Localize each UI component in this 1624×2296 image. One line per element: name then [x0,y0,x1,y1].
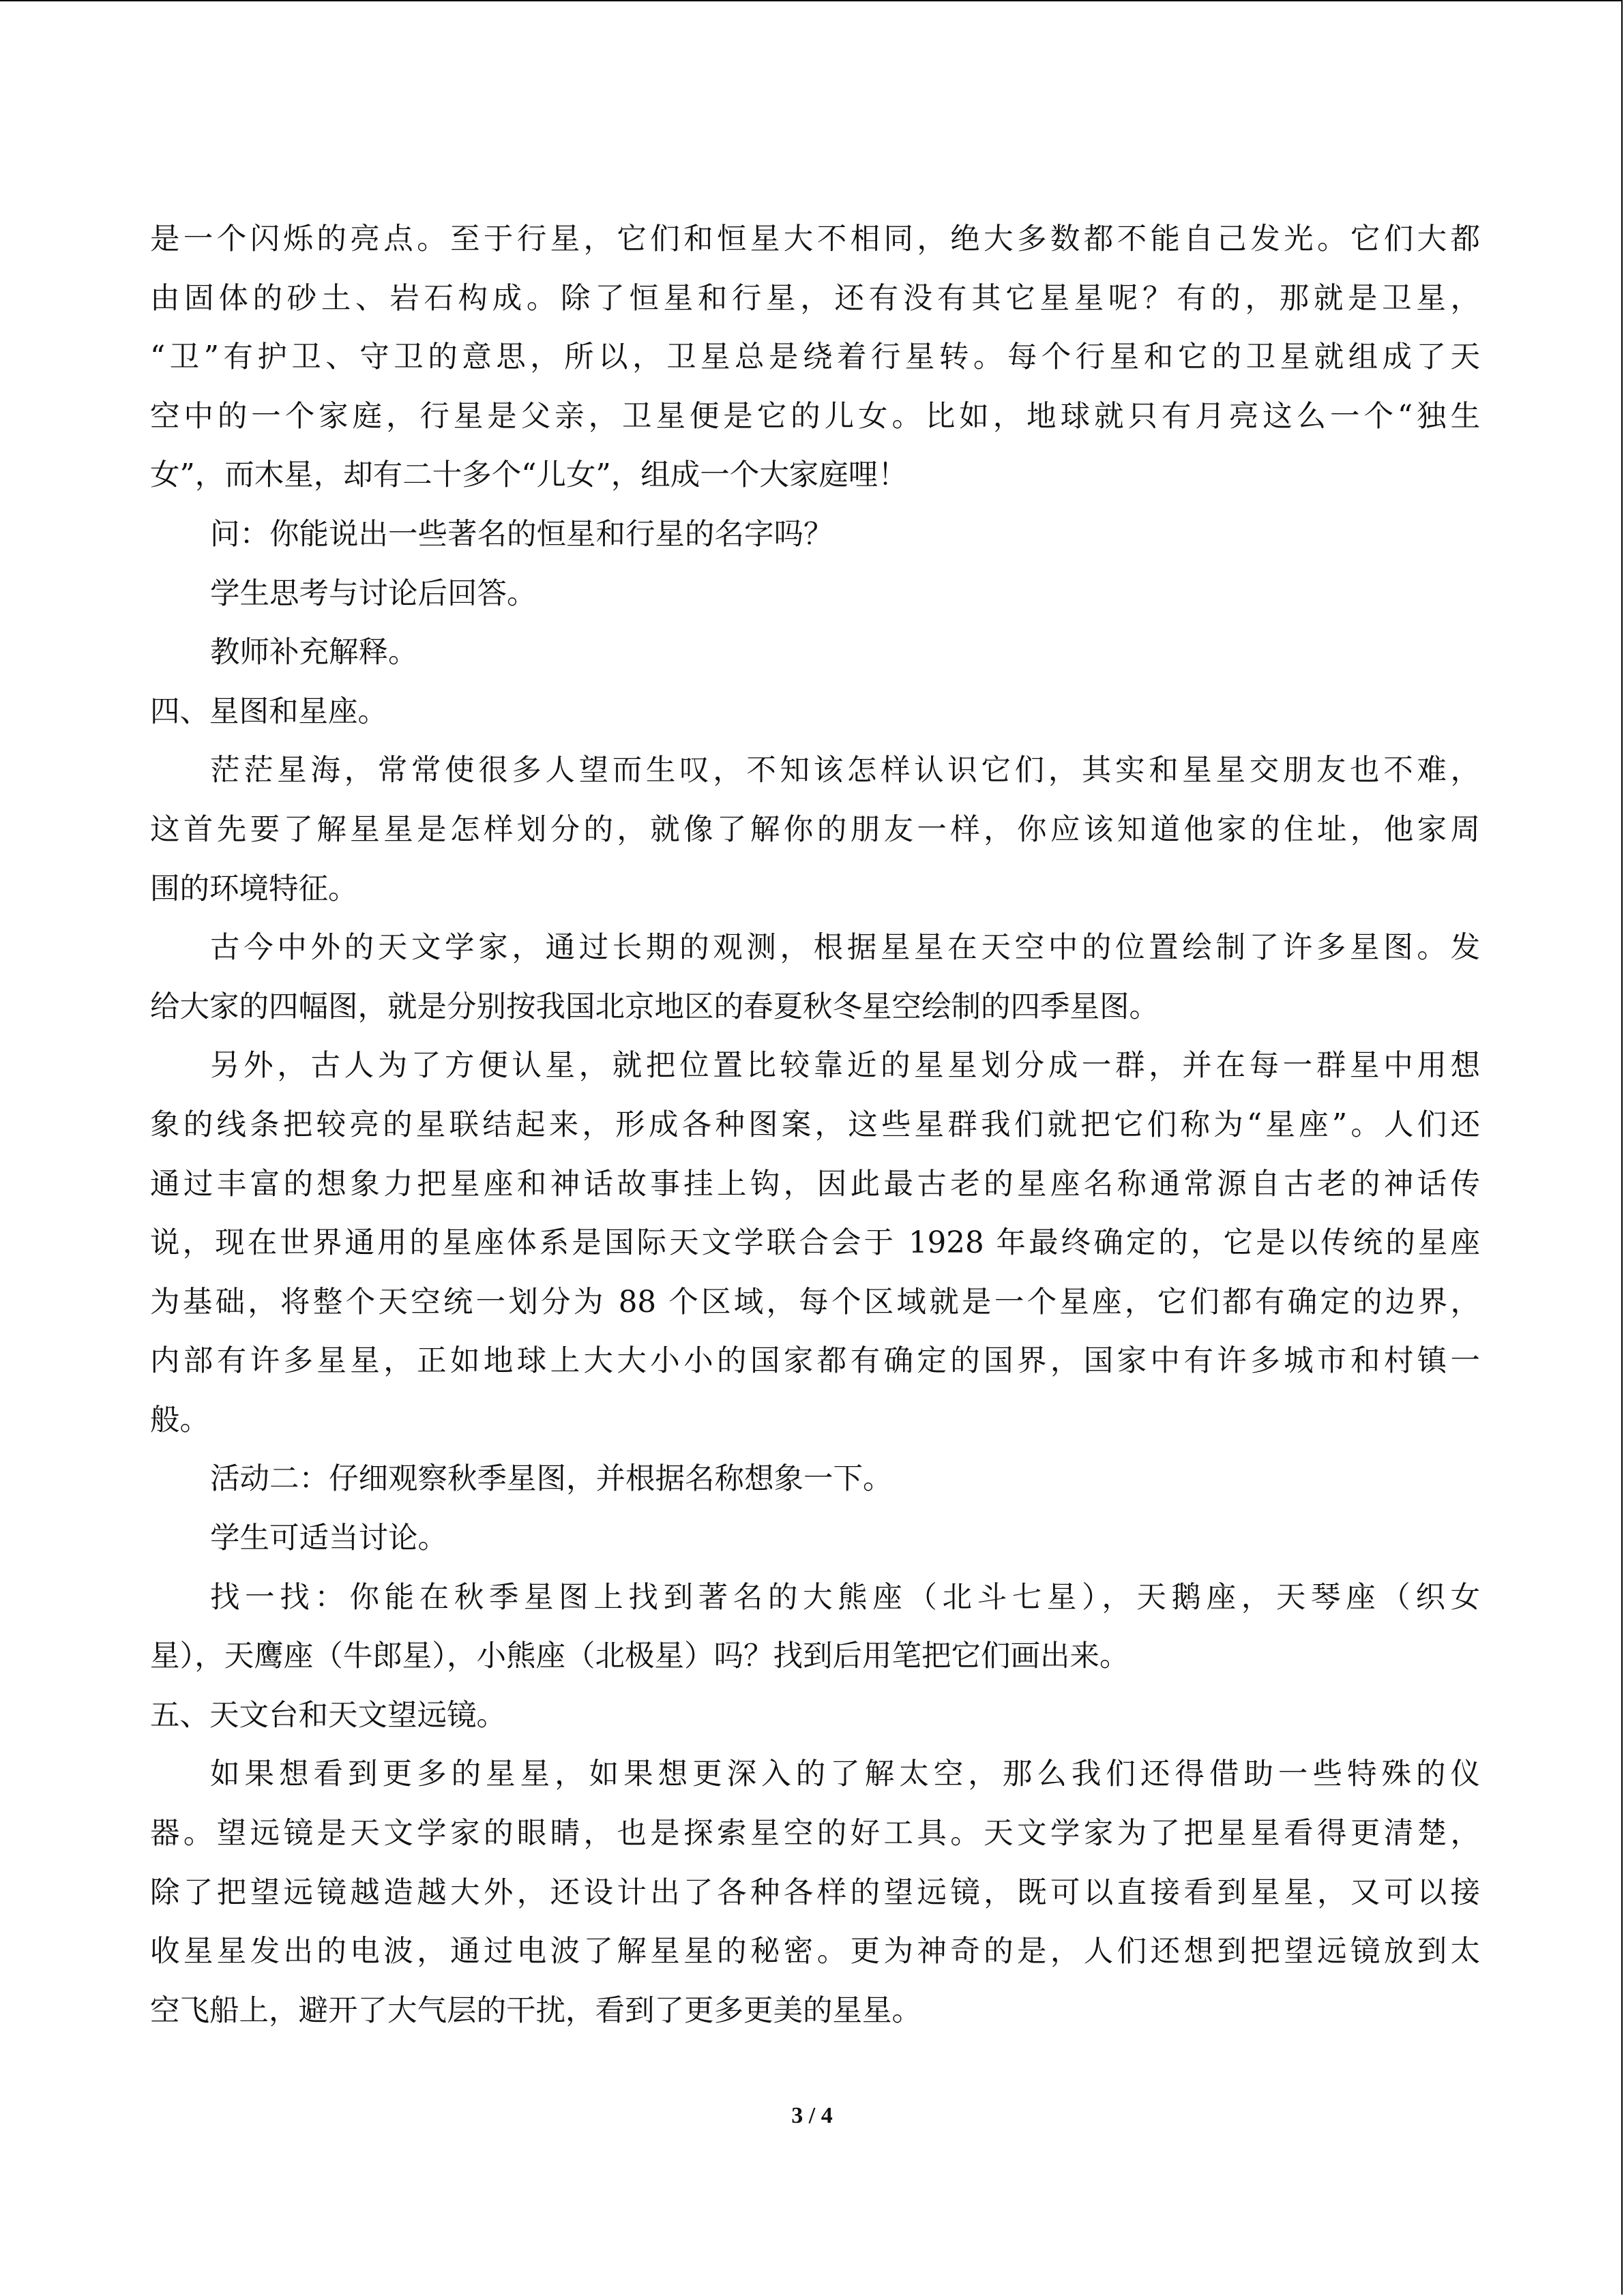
text-line: 内部有许多星星，正如地球上大大小小的国家都有确定的国界，国家中有许多城市和村镇一 [150,1344,1480,1379]
activity-line: 活动二：仔细观察秋季星图，并根据名称想象一下。 [210,1462,893,1497]
text-line: 是一个闪烁的亮点。至于行星，它们和恒星大不相同，绝大多数都不能自己发光。它们大都 [150,222,1480,256]
text-line: 这首先要了解星星是怎样划分的，就像了解你的朋友一样，你应该知道他家的住址，他家周 [150,812,1480,847]
text-line: 通过丰富的想象力把星座和神话故事挂上钩，因此最古老的星座名称通常源自古老的神话传 [150,1167,1480,1202]
text-line: “卫”有护卫、守卫的意思，所以，卫星总是绕着行星转。每个行星和它的卫星就组成了天 [150,340,1480,375]
text-line: 学生可适当讨论。 [210,1521,447,1556]
text-line: 由固体的砂土、岩石构成。除了恒星和行星，还有没有其它星星呢？有的，那就是卫星， [150,281,1480,316]
text-line: 除了把望远镜越造越大外，还设计出了各种各样的望远镜，既可以直接看到星星，又可以接 [150,1875,1480,1910]
text-line: 给大家的四幅图，就是分别按我国北京地区的春夏秋冬星空绘制的四季星图。 [150,989,1159,1024]
text-line: 为基础，将整个天空统一划分为 88 个区域，每个区域就是一个星座，它们都有确定的边界， [150,1285,1480,1320]
text-line: 另外，古人为了方便认星，就把位置比较靠近的星星划分成一群，并在每一群星中用想 [210,1049,1480,1084]
text-line: 般。 [150,1403,209,1437]
text-line: 空飞船上，避开了大气层的干扰，看到了更多更美的星星。 [150,1993,921,2028]
section-heading: 四、星图和星座。 [150,694,387,729]
text-line: 象的线条把较亮的星联结起来，形成各种图案，这些星群我们就把它们称为“星座”。人们还 [150,1107,1480,1142]
page-number: 3 / 4 [791,2103,833,2128]
text-line: 说，现在世界通用的星座体系是国际天文学联合会于 1928 年最终确定的，它是以传统的星座 [150,1226,1480,1261]
document-body [150,210,1480,2040]
text-line: 学生思考与讨论后回答。 [210,576,537,611]
text-line: 茫茫星海，常常使很多人望而生叹，不知该怎样认识它们，其实和星星交朋友也不难， [210,754,1480,788]
text-line: 收星星发出的电波，通过电波了解星星的秘密。更为神奇的是，人们还想到把望远镜放到太 [150,1935,1480,1969]
text-line: 如果想看到更多的星星，如果想更深入的了解太空，那么我们还得借助一些特殊的仪 [210,1757,1480,1792]
text-line: 空中的一个家庭，行星是父亲，卫星便是它的儿女。比如，地球就只有月亮这么一个“独生 [150,399,1480,434]
task-line: 找一找：你能在秋季星图上找到著名的大熊座（北斗七星），天鹅座，天琴座（织女 [210,1580,1480,1615]
text-line: 女”，而木星，却有二十多个“儿女”，组成一个大家庭哩！ [150,458,908,493]
question-line: 问：你能说出一些著名的恒星和行星的名字吗？ [210,517,833,552]
text-line: 围的环境特征。 [150,871,358,906]
text-line: 教师补充解释。 [210,636,418,670]
text-line: 器。望远镜是天文学家的眼睛，也是探索星空的好工具。天文学家为了把星星看得更清楚， [150,1817,1480,1851]
text-line: 古今中外的天文学家，通过长期的观测，根据星星在天空中的位置绘制了许多星图。发 [210,931,1480,966]
section-heading: 五、天文台和天文望远镜。 [150,1698,506,1733]
task-line: 星），天鹰座（牛郎星），小熊座（北极星）吗？找到后用笔把它们画出来。 [150,1639,1130,1674]
